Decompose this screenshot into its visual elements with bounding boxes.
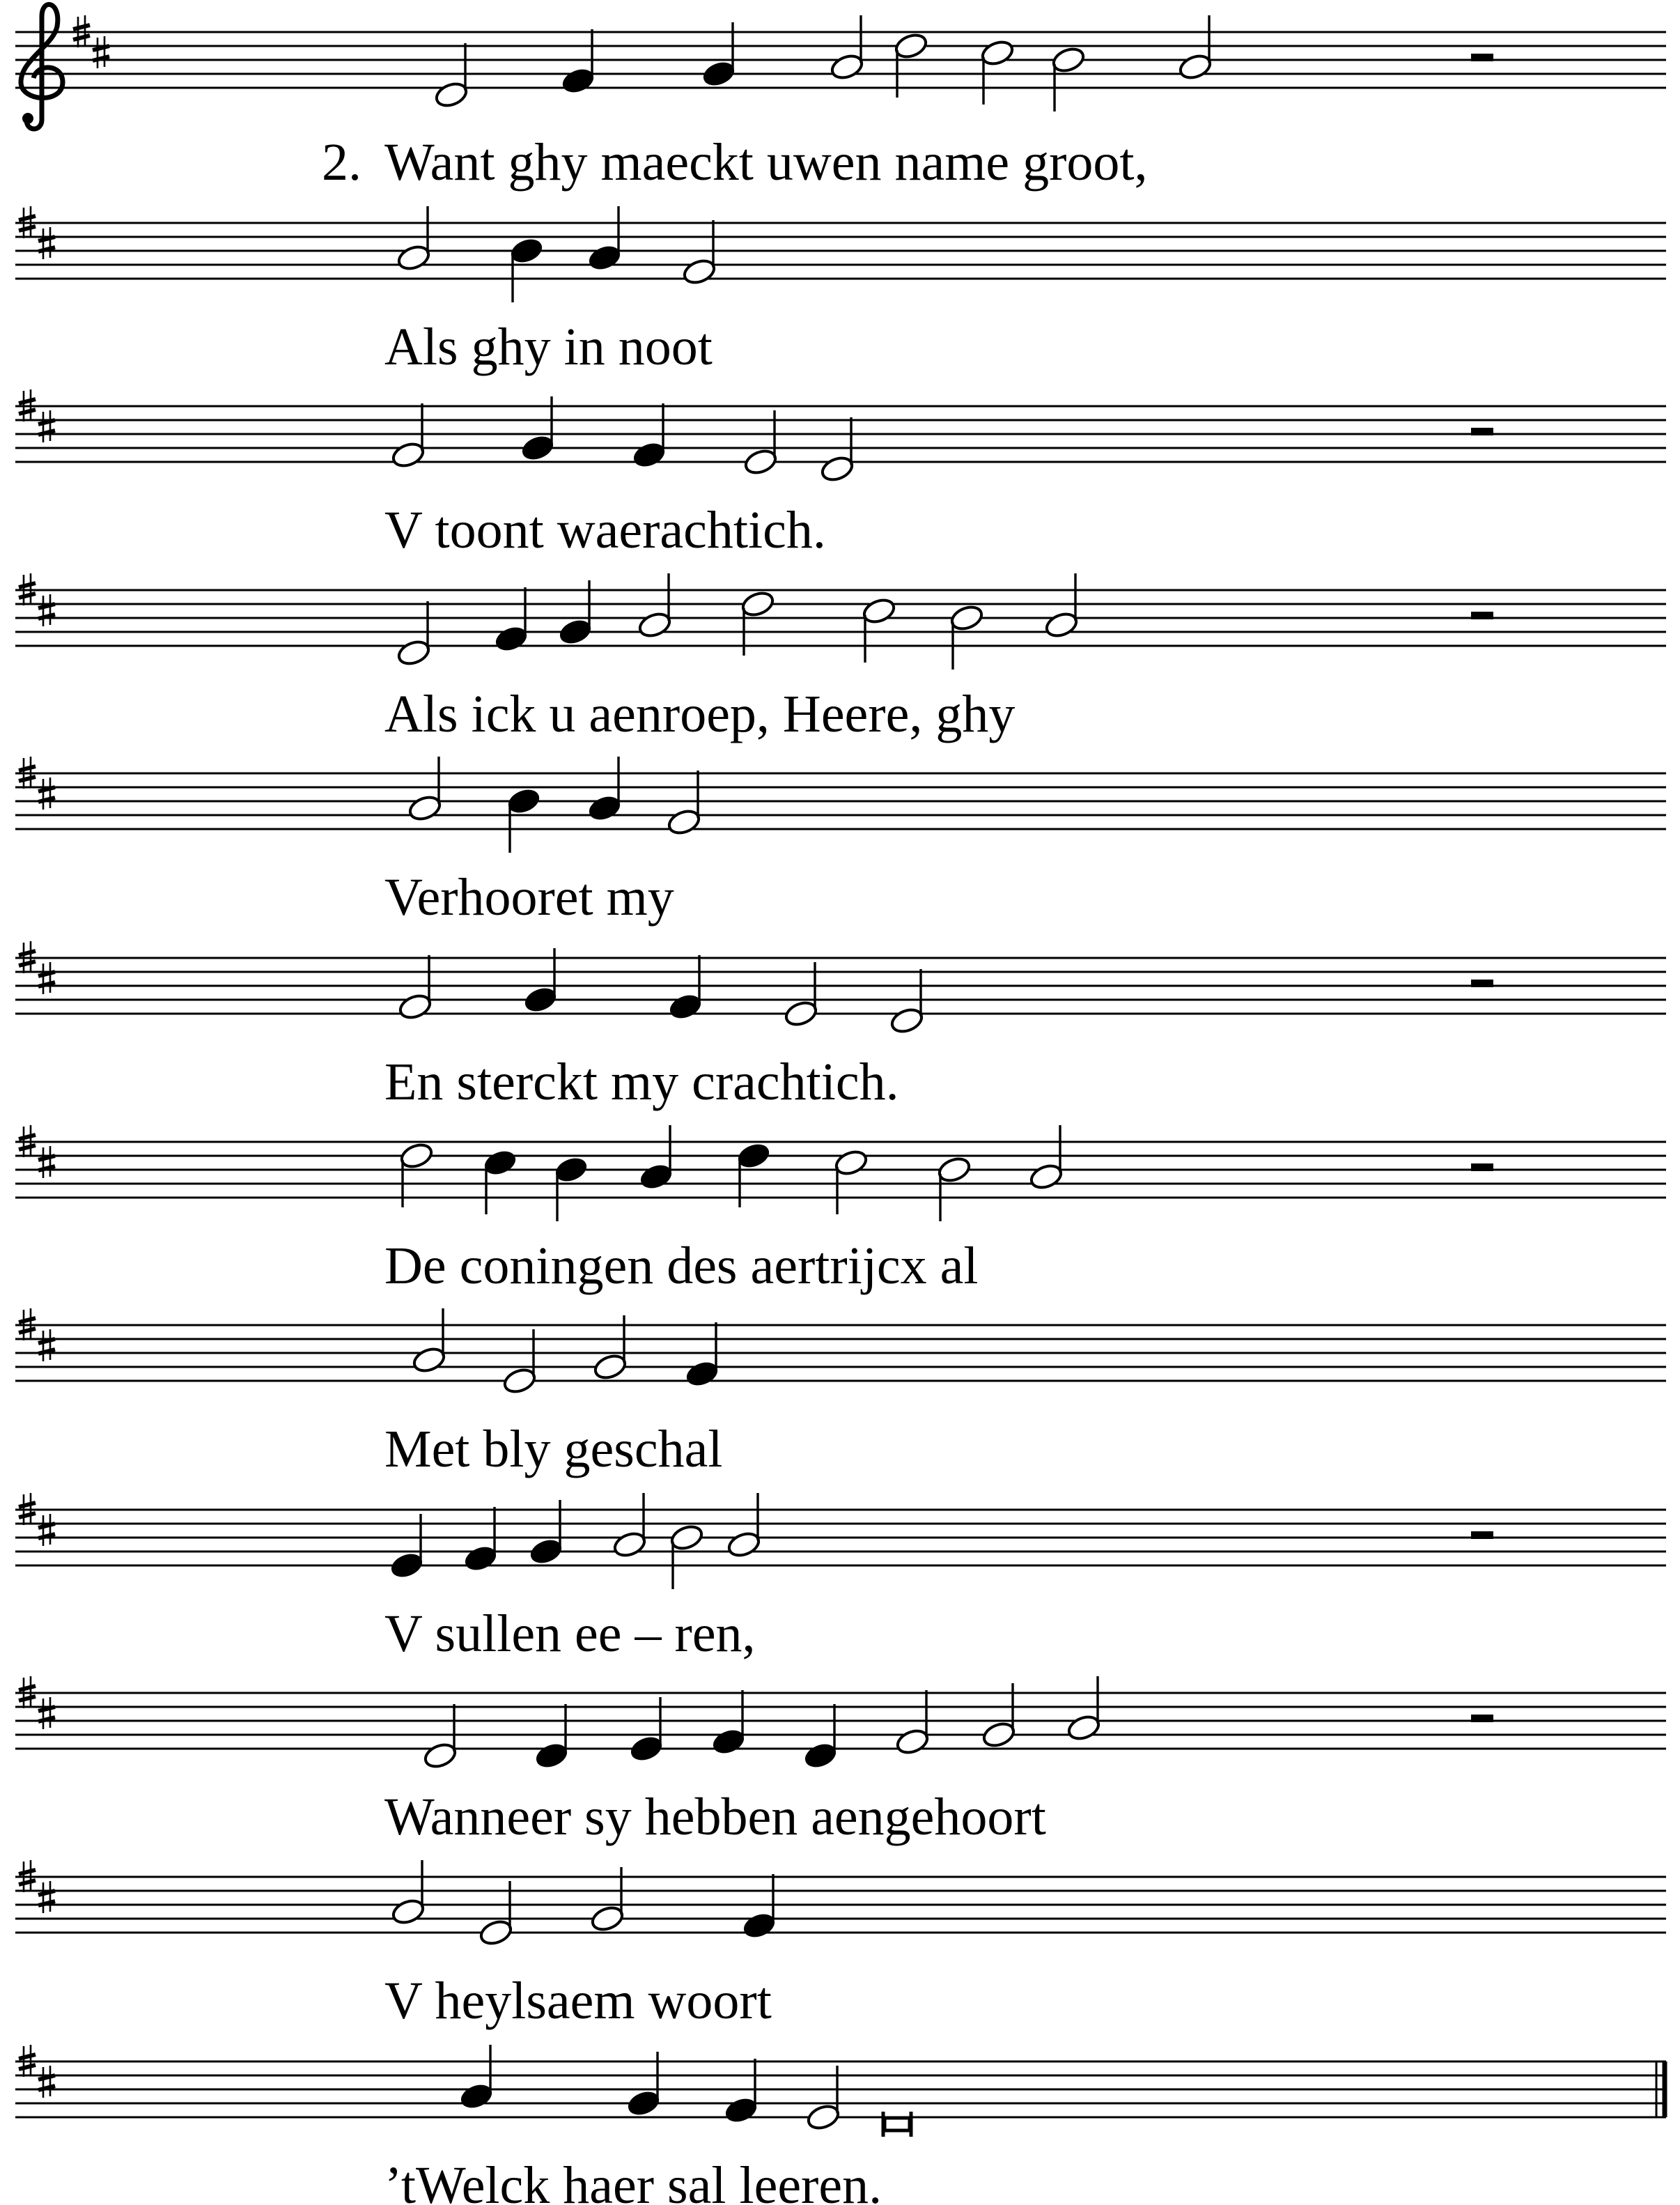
note	[833, 1148, 869, 1214]
lyric-line: V toont waerachtich.	[384, 501, 826, 559]
note	[407, 757, 442, 823]
half-rest-icon	[1471, 1715, 1493, 1722]
note	[710, 1690, 746, 1756]
note	[802, 1704, 838, 1770]
note	[889, 969, 924, 1035]
note	[612, 1493, 647, 1559]
staff-system	[15, 206, 1666, 376]
note	[422, 1704, 458, 1770]
note	[684, 1322, 720, 1388]
staff-system	[15, 941, 1666, 1111]
note	[949, 603, 984, 670]
staff-lines	[15, 1877, 1666, 1933]
note	[1177, 15, 1213, 82]
note	[638, 1125, 674, 1191]
half-rest-icon	[1471, 1531, 1493, 1539]
note	[586, 206, 622, 272]
note	[411, 1308, 446, 1375]
verse-number: 2.	[322, 133, 361, 192]
note	[979, 38, 1015, 105]
note	[396, 206, 431, 272]
note	[506, 787, 541, 853]
staff-lines	[15, 2061, 1666, 2117]
staff-lines	[15, 1325, 1666, 1381]
note	[493, 587, 529, 653]
lyric-line: Als ghy in noot	[384, 318, 713, 376]
staff-system	[15, 2045, 1666, 2205]
lyric-line: Als ick u aenroep, Heere, ghy	[384, 685, 1016, 743]
note	[433, 43, 469, 109]
half-rest-icon	[1471, 54, 1493, 61]
treble-clef-icon	[21, 4, 63, 129]
note	[666, 771, 701, 837]
note	[741, 1874, 777, 1940]
note	[482, 1148, 518, 1214]
note	[586, 757, 622, 823]
staff-system	[15, 757, 1666, 927]
lyric-line: Want ghy maeckt uwen name groot,	[384, 133, 1148, 192]
half-rest-icon	[1471, 612, 1493, 619]
staff-system	[15, 1308, 1666, 1478]
lyric-line: V sullen ee – ren,	[384, 1604, 756, 1663]
staff-lines	[15, 958, 1666, 1014]
note	[726, 1493, 761, 1559]
half-rest-icon	[1471, 980, 1493, 987]
note	[553, 1155, 589, 1221]
note	[637, 573, 672, 640]
note	[1043, 573, 1079, 640]
lyric-line: Wanneer sy hebben aengehoort	[384, 1788, 1046, 1846]
staff-system	[15, 4, 1666, 192]
note	[534, 1704, 569, 1770]
staff-system	[15, 1860, 1666, 2030]
staff-lines	[15, 590, 1666, 646]
note	[861, 596, 896, 663]
note	[1066, 1676, 1101, 1742]
note	[631, 403, 667, 470]
note	[462, 1507, 498, 1573]
staff-system	[15, 1676, 1666, 1846]
note	[894, 1690, 930, 1756]
half-rest-icon	[1471, 428, 1493, 435]
note	[508, 236, 544, 302]
note	[681, 220, 717, 286]
note	[936, 1155, 972, 1221]
note	[390, 1860, 426, 1926]
note	[1050, 45, 1086, 111]
note	[458, 2045, 494, 2111]
staff-lines	[15, 1693, 1666, 1749]
lyric-line: Met bly geschal	[384, 1420, 723, 1478]
lyric-line: ’tWelck haer sal leeren.	[384, 2156, 882, 2205]
staff-lines	[15, 1510, 1666, 1565]
lyric-line: Verhooret my	[384, 868, 674, 927]
lyric-line: De coningen des aertrijcx al	[384, 1237, 979, 1295]
note	[819, 417, 855, 483]
lyric-line: V heylsaem woort	[384, 1972, 772, 2030]
half-rest-icon	[1471, 1163, 1493, 1171]
note	[1028, 1125, 1064, 1191]
note	[667, 955, 703, 1021]
note	[829, 15, 864, 82]
note	[560, 29, 596, 95]
note	[390, 403, 426, 470]
lyric-line: En sterckt my crachtich.	[384, 1053, 899, 1111]
staff-system	[15, 573, 1666, 743]
note	[397, 955, 433, 1021]
note	[396, 601, 431, 667]
note	[723, 2059, 759, 2125]
staff-lines	[15, 773, 1666, 829]
staff-lines	[15, 406, 1666, 462]
staff-system	[15, 1125, 1666, 1295]
note	[883, 2112, 911, 2137]
staff-systems	[15, 4, 1666, 2205]
staff-lines	[15, 223, 1666, 279]
staff-system	[15, 1493, 1666, 1663]
note	[669, 1523, 704, 1589]
staff-system	[15, 389, 1666, 559]
